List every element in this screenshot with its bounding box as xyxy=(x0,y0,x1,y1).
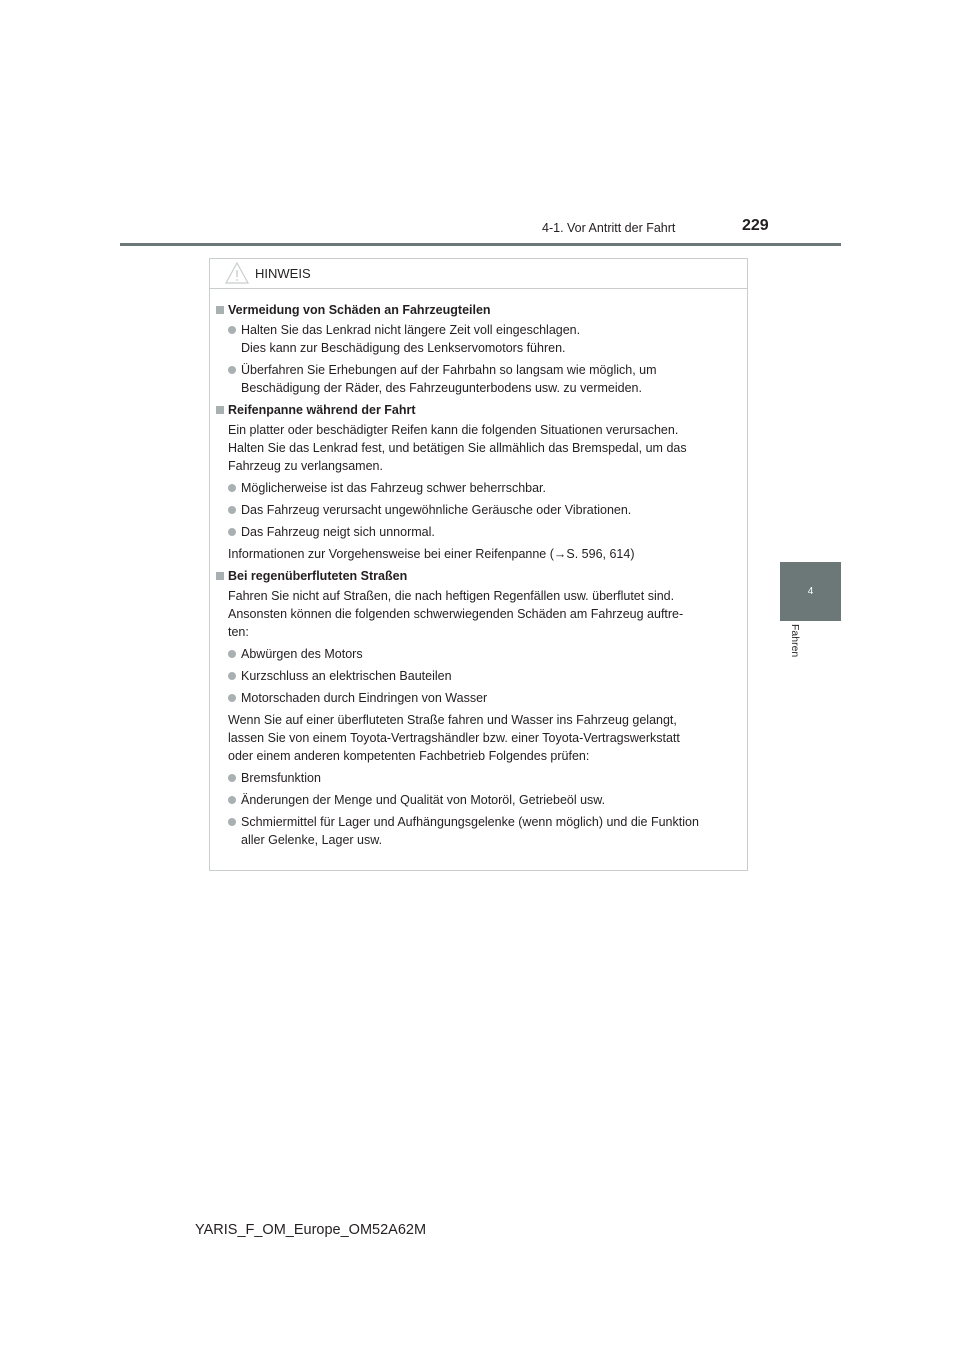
notice-box xyxy=(209,258,748,871)
text-line: Das Fahrzeug neigt sich unnormal. xyxy=(241,525,435,539)
section-title: 4-1. Vor Antritt der Fahrt xyxy=(542,221,676,235)
paragraph xyxy=(216,421,741,475)
text-line: Beschädigung der Räder, des Fahrzeugunterbodens usw. zu vermeiden. xyxy=(241,381,642,395)
text-line: Motorschaden durch Eindringen von Wasser xyxy=(241,691,488,705)
text-line: Möglicherweise ist das Fahrzeug schwer beherrschbar. xyxy=(241,481,546,495)
bullet-item xyxy=(216,813,741,849)
page-number: 229 xyxy=(742,217,769,234)
bullet-item xyxy=(216,769,741,787)
bullet-item xyxy=(216,501,741,519)
bullet-dot-icon xyxy=(228,796,236,804)
header-rule xyxy=(120,243,841,246)
bullet-item xyxy=(216,791,741,809)
text-line: Dies kann zur Beschädigung des Lenkservomotors führen. xyxy=(241,341,566,355)
notice-section xyxy=(216,567,741,849)
notice-header xyxy=(210,259,747,289)
text-line: Wenn Sie auf einer überfluteten Straße fahren und Wasser ins Fahrzeug gelangt, xyxy=(228,713,677,727)
bullet-item xyxy=(216,667,741,685)
text-line: Überfahren Sie Erhebungen auf der Fahrbahn so langsam wie möglich, um xyxy=(241,363,657,377)
bullet-item xyxy=(216,479,741,497)
text-line: Fahrzeug zu verlangsamen. xyxy=(228,459,383,473)
warning-triangle-icon xyxy=(224,261,250,285)
chapter-number: 4 xyxy=(807,586,814,597)
section-heading xyxy=(216,301,741,319)
section-heading-text: Reifenpanne während der Fahrt xyxy=(228,403,416,417)
bullet-dot-icon xyxy=(228,650,236,658)
bullet-dot-icon xyxy=(228,694,236,702)
square-bullet-icon xyxy=(216,306,224,314)
paragraph xyxy=(216,587,741,641)
bullet-item xyxy=(216,361,741,397)
section-heading xyxy=(216,401,741,419)
notice-section xyxy=(216,401,741,563)
bullet-dot-icon xyxy=(228,774,236,782)
notice-title: HINWEIS xyxy=(255,266,311,281)
text-line: Halten Sie das Lenkrad fest, und betätigen Sie allmählich das Bremspedal, um das xyxy=(228,441,687,455)
bullet-dot-icon xyxy=(228,818,236,826)
chapter-name: Fahren xyxy=(789,624,801,658)
text-line: Fahren Sie nicht auf Straßen, die nach heftigen Regenfällen usw. überflutet sind. xyxy=(228,589,675,603)
square-bullet-icon xyxy=(216,406,224,414)
text-line: Änderungen der Menge und Qualität von Motoröl, Getriebeöl usw. xyxy=(241,793,606,807)
text-line: Ein platter oder beschädigter Reifen kann die folgenden Situationen verursachen. xyxy=(228,423,679,437)
paragraph xyxy=(216,711,741,765)
document-id: YARIS_F_OM_Europe_OM52A62M xyxy=(195,1222,427,1238)
bullet-dot-icon xyxy=(228,506,236,514)
square-bullet-icon xyxy=(216,572,224,580)
bullet-item xyxy=(216,321,741,357)
text-line: aller Gelenke, Lager usw. xyxy=(241,833,383,847)
text-line: Schmiermittel für Lager und Aufhängungsgelenke (wenn möglich) und die Funktion xyxy=(241,815,699,829)
text-line: Kurzschluss an elektrischen Bauteilen xyxy=(241,669,452,683)
text-line: ten: xyxy=(228,625,249,639)
text-line: Abwürgen des Motors xyxy=(241,647,363,661)
chapter-tab[interactable] xyxy=(780,562,841,621)
section-heading-text: Vermeidung von Schäden an Fahrzeugteilen xyxy=(228,303,491,317)
text-line: Bremsfunktion xyxy=(241,771,321,785)
bullet-dot-icon xyxy=(228,326,236,334)
bullet-dot-icon xyxy=(228,672,236,680)
section-heading-text: Bei regenüberfluteten Straßen xyxy=(228,569,408,583)
text-line: lassen Sie von einem Toyota-Vertragshändler bzw. einer Toyota-Vertragswerkstatt xyxy=(228,731,680,745)
bullet-item xyxy=(216,689,741,707)
text-line: Halten Sie das Lenkrad nicht längere Zeit voll eingeschlagen. xyxy=(241,323,581,337)
text-line: oder einem anderen kompetenten Fachbetrieb Folgendes prüfen: xyxy=(228,749,590,763)
bullet-dot-icon xyxy=(228,366,236,374)
bullet-dot-icon xyxy=(228,528,236,536)
paragraph: Informationen zur Vorgehensweise bei einer Reifenpanne (→S. 596, 614) xyxy=(228,547,635,561)
text-line: Das Fahrzeug verursacht ungewöhnliche Geräusche oder Vibrationen. xyxy=(241,503,632,517)
text-line: Ansonsten können die folgenden schwerwiegenden Schäden am Fahrzeug auftre- xyxy=(228,607,684,621)
chapter-label xyxy=(780,624,810,684)
notice-section xyxy=(216,301,741,397)
notice-body xyxy=(210,289,747,849)
bullet-dot-icon xyxy=(228,484,236,492)
bullet-item xyxy=(216,523,741,541)
bullet-item xyxy=(216,645,741,663)
section-heading xyxy=(216,567,741,585)
